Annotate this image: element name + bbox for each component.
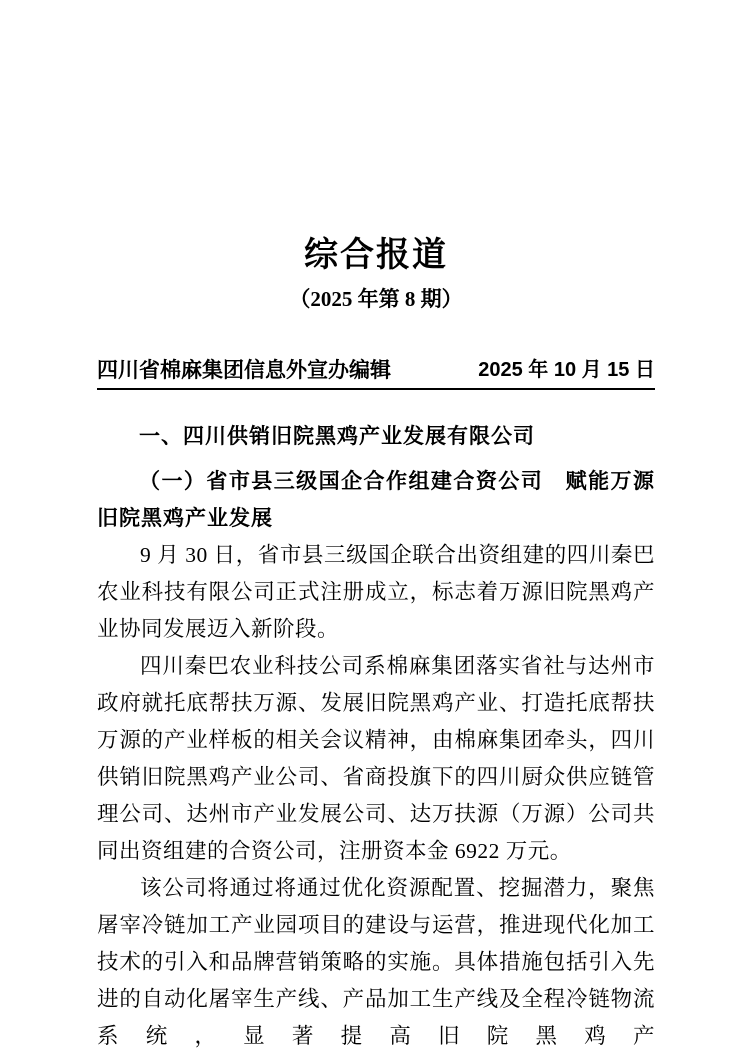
sub-heading: （一）省市县三级国企合作组建合资公司 赋能万源旧院黑鸡产业发展 <box>97 468 655 530</box>
issue-subtitle: （2025 年第 8 期） <box>289 286 463 311</box>
editor-label: 四川省棉麻集团信息外宣办编辑 <box>97 357 391 382</box>
editor-date-row <box>97 355 655 390</box>
paragraph: 四川秦巴农业科技公司系棉麻集团落实省社与达州市政府就托底帮扶万源、发展旧院黑鸡产业、打造托底帮扶万源的产业样板的相关会议精神，由棉麻集团牵头，四川供销旧院黑鸡产业公司、省商投旗下的四川厨众供应链管理公司、达州市产业发展公司、达万扶源（万源）公司共同出资组建的合资公司，注册资本金 6922 万元。 <box>97 653 655 863</box>
paragraph: 该公司将通过将通过优化资源配置、挖掘潜力，聚焦屠宰冷链加工产业园项目的建设与运营，推进现代化加工技术的引入和品牌营销策略的实施。具体措施包括引入先进的自动化屠宰生产线、产品加工生产线及全程冷链物流系统，显著提高旧院黑鸡产 <box>97 875 655 1048</box>
paragraph: 9 月 30 日，省市县三级国企联合出资组建的四川秦巴农业科技有限公司正式注册成立，标志着万源旧院黑鸡产业协同发展迈入新阶段。 <box>97 542 655 641</box>
section-heading: 一、四川供销旧院黑鸡产业发展有限公司 <box>139 424 535 448</box>
date-label: 2025 年 10 月 15 日 <box>478 358 655 381</box>
page-title: 综合报道 <box>304 237 448 274</box>
